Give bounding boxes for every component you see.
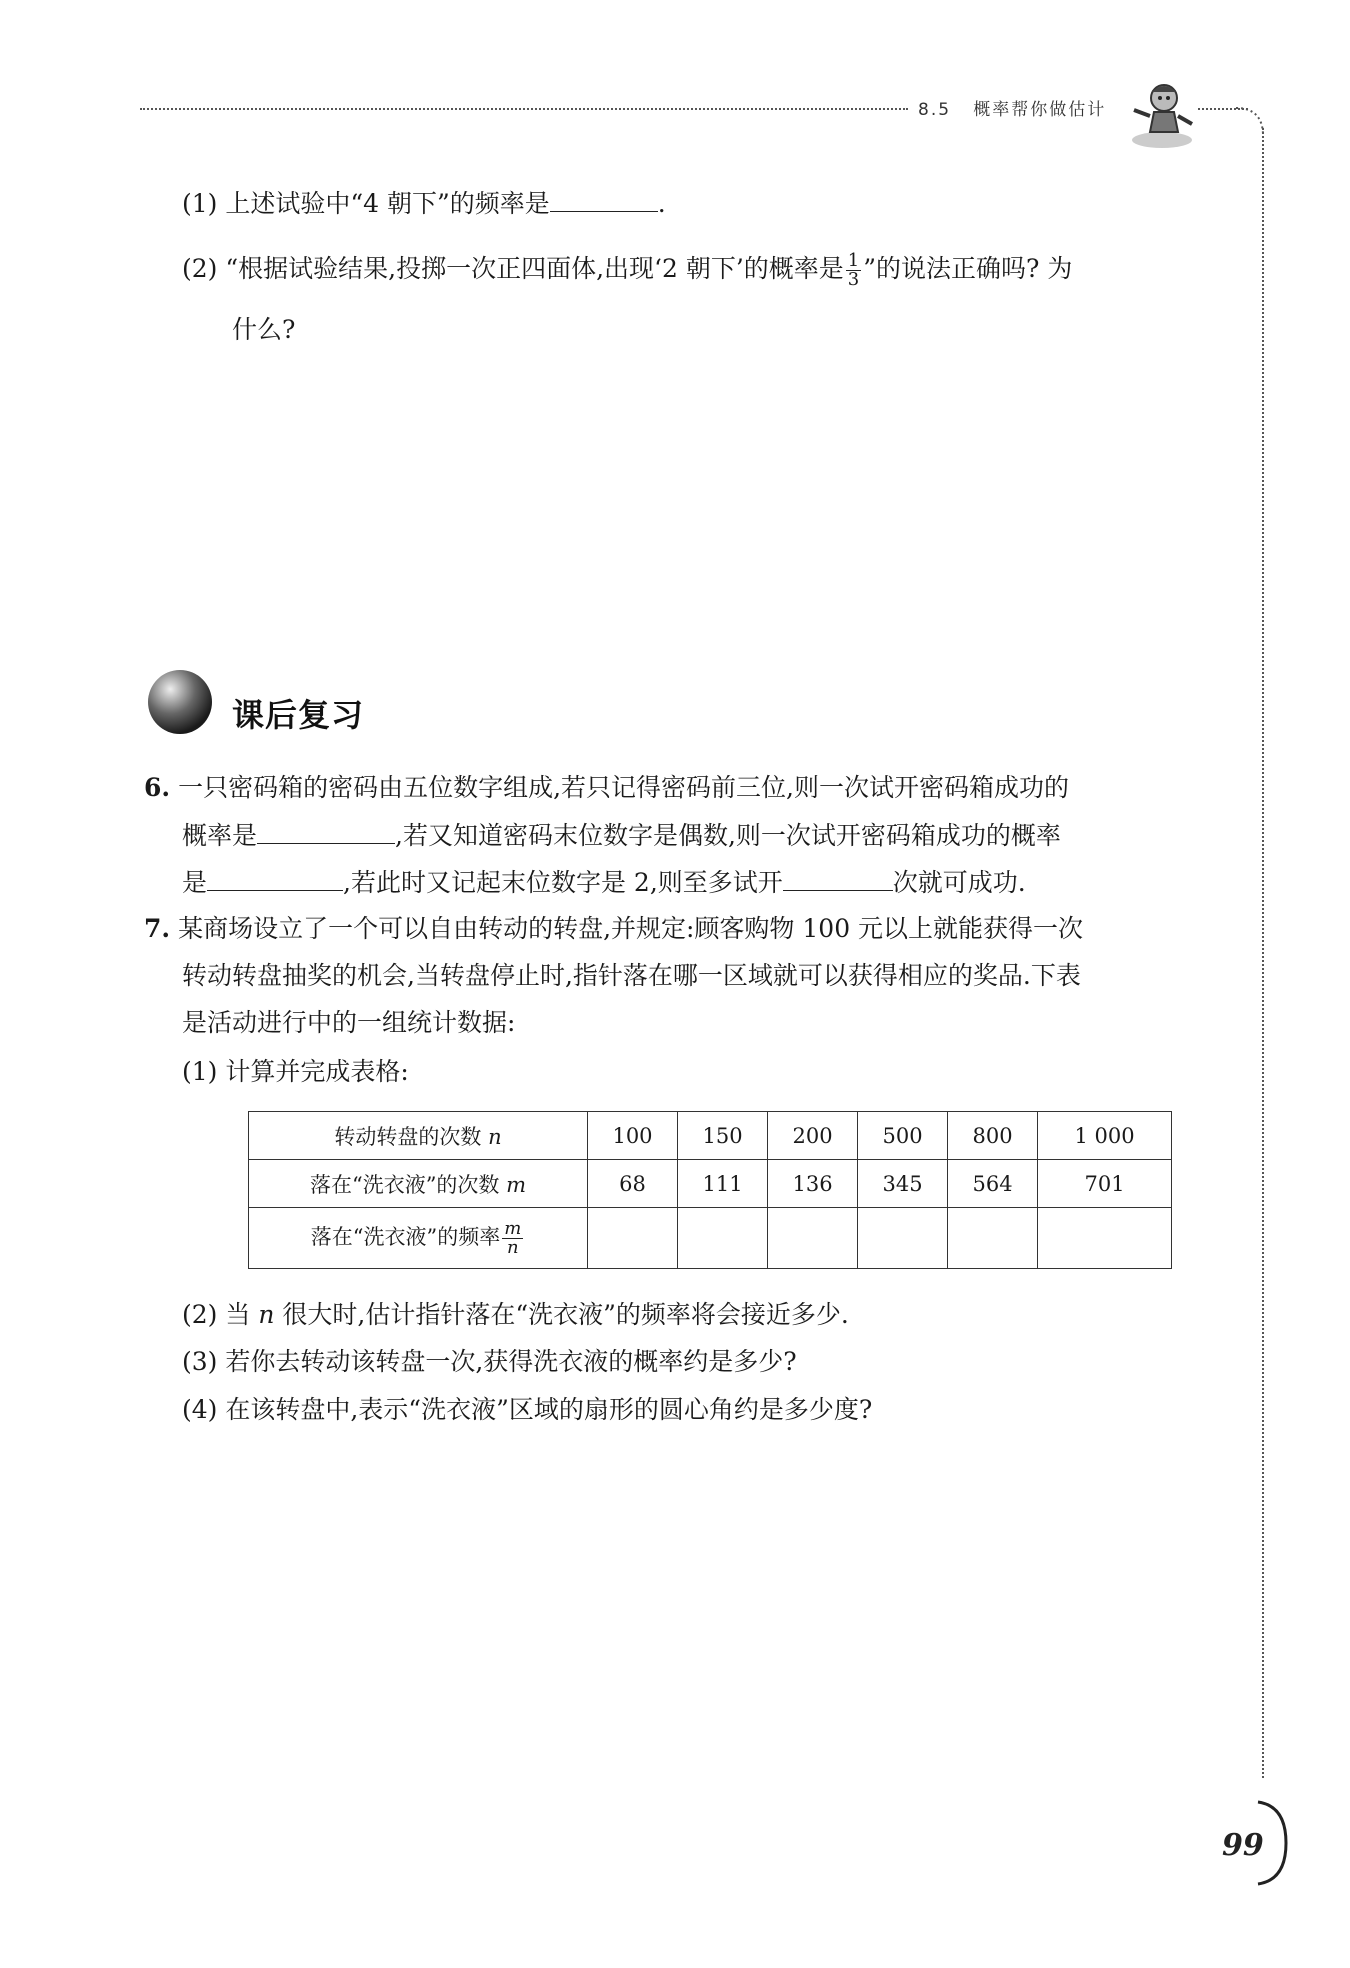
sphere-icon — [146, 668, 214, 736]
statistics-table — [248, 1111, 1172, 1269]
table-cell: 800 — [948, 1112, 1038, 1160]
row-header-hits: 落在“洗衣液”的次数 m — [249, 1160, 588, 1208]
question-6-line1: 6. 一只密码箱的密码由五位数字组成,若只记得密码前三位,则一次试开密码箱成功的 — [144, 773, 1069, 802]
header-section-number: 8.5 — [918, 100, 952, 120]
question-6-line2: 概率是 ,若又知道密码末位数字是偶数,则一次试开密码箱成功的概率 — [182, 821, 1061, 850]
table-cell: 150 — [678, 1112, 768, 1160]
section-heading: 课后复习 — [232, 696, 365, 734]
table-cell: 1 000 — [1038, 1112, 1172, 1160]
header-section-title: 概率帮你做估计 — [973, 100, 1107, 120]
table-row — [249, 1160, 1172, 1208]
header-dotted-line-left — [140, 108, 908, 110]
question-number: 6. — [144, 773, 171, 802]
row-header-spins: 转动转盘的次数 n — [249, 1112, 588, 1160]
question-6-line3: 是 ,若此时又记起末位数字是 2,则至多试开 次就可成功. — [182, 868, 1026, 897]
empty-answer-cell — [1038, 1208, 1172, 1269]
question-7-line3: 是活动进行中的一组统计数据: — [182, 1008, 516, 1037]
fraction: $\frac{m}{n}$ — [504, 1217, 522, 1258]
answer-blank — [783, 866, 893, 891]
table-cell: 345 — [858, 1160, 948, 1208]
empty-answer-cell — [948, 1208, 1038, 1269]
table-cell: 564 — [948, 1160, 1038, 1208]
empty-answer-cell — [678, 1208, 768, 1269]
table-row — [249, 1208, 1172, 1269]
question-7-part-3: (3) 若你去转动该转盘一次,获得洗衣液的概率约是多少? — [182, 1347, 797, 1376]
fraction: $\frac{1}{3}$ — [847, 250, 860, 290]
running-header — [918, 95, 1106, 120]
page-number: 99 — [1222, 1828, 1264, 1863]
empty-answer-cell — [858, 1208, 948, 1269]
question-5-part-1: (1) 上述试验中“4 朝下”的频率是 . — [182, 189, 666, 218]
empty-answer-cell — [768, 1208, 858, 1269]
table-cell: 500 — [858, 1112, 948, 1160]
table-cell: 100 — [588, 1112, 678, 1160]
question-5-part-2-line2: 什么? — [232, 315, 296, 344]
question-7-part-2: (2) 当 n 很大时,估计指针落在“洗衣液”的频率将会接近多少. — [182, 1300, 849, 1329]
table-cell: 701 — [1038, 1160, 1172, 1208]
question-7-line1: 7. 某商场设立了一个可以自由转动的转盘,并规定:顾客购物 100 元以上就能获得一次 — [144, 914, 1084, 943]
empty-answer-cell — [588, 1208, 678, 1269]
answer-blank — [550, 187, 658, 212]
row-header-frequency: 落在“洗衣液”的频率 $\frac{m}{n}$ — [249, 1208, 588, 1269]
mascot-icon — [1126, 80, 1198, 152]
table-cell: 200 — [768, 1112, 858, 1160]
table-cell: 111 — [678, 1160, 768, 1208]
table-cell: 68 — [588, 1160, 678, 1208]
margin-dotted-line — [1262, 128, 1264, 1778]
question-7-part-1: (1) 计算并完成表格: — [182, 1057, 409, 1086]
table-cell: 136 — [768, 1160, 858, 1208]
question-7-line2: 转动转盘抽奖的机会,当转盘停止时,指针落在哪一区域就可以获得相应的奖品.下表 — [182, 961, 1081, 990]
question-7-part-4: (4) 在该转盘中,表示“洗衣液”区域的扇形的圆心角约是多少度? — [182, 1395, 873, 1424]
answer-blank — [257, 819, 395, 844]
answer-blank — [207, 866, 343, 891]
table-row — [249, 1112, 1172, 1160]
question-5-part-2: (2) “根据试验结果,投掷一次正四面体,出现‘2 朝下’的概率是 $\frac{1}{3}$ ”的说法正确吗? 为 — [182, 250, 1073, 290]
question-number: 7. — [144, 914, 171, 943]
